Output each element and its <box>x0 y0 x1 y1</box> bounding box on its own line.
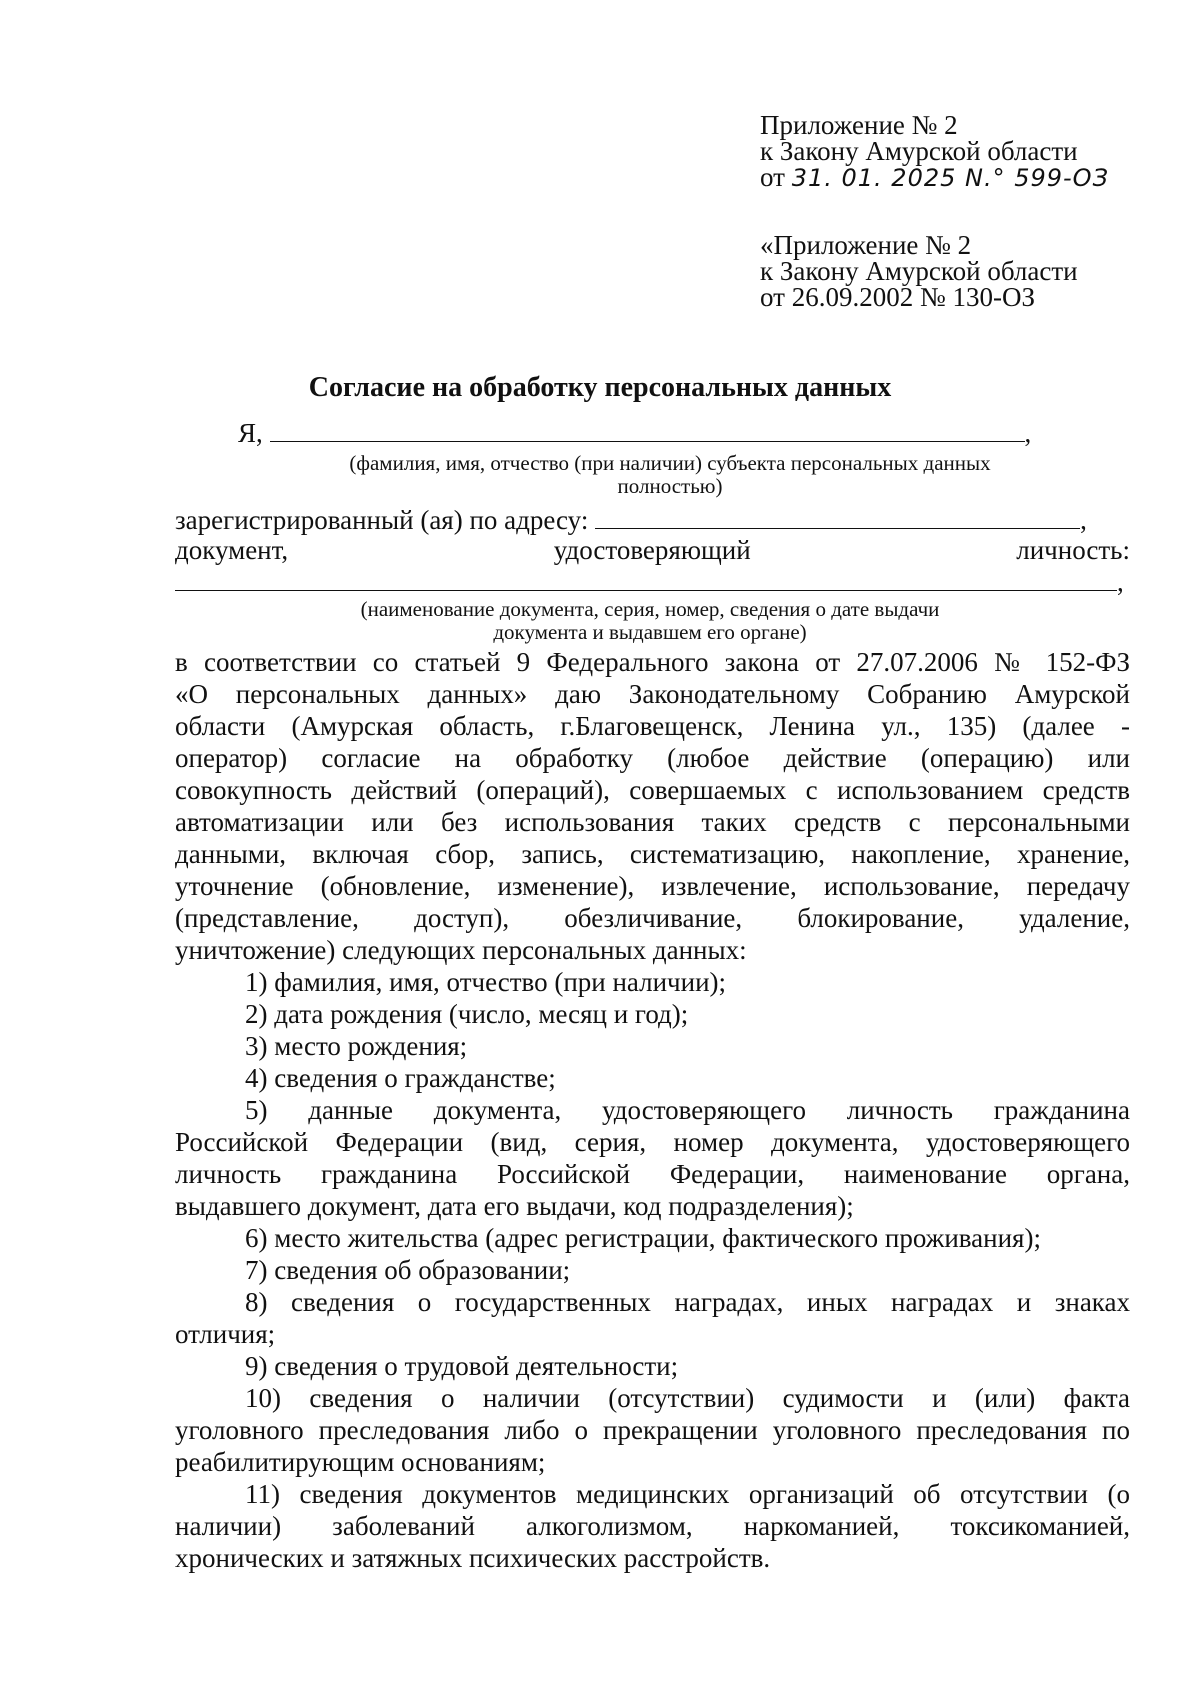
document-blank-line[interactable] <box>175 568 1117 591</box>
list-item-line: Российской Федерации (вид, серия, номер документа, удостоверяющего <box>175 1127 1130 1157</box>
list-item: 1) фамилия, имя, отчество (при наличии); <box>245 967 727 997</box>
list-item-line: выдавшего документ, дата его выдачи, код подразделения); <box>175 1191 854 1221</box>
consent-body <box>175 646 1130 1574</box>
address-comma: , <box>1080 505 1087 535</box>
appendix-old-line-1: «Приложение № 2 <box>760 230 972 260</box>
address-blank-line[interactable] <box>595 502 1080 529</box>
appendix-header-new <box>760 112 1109 191</box>
fio-hint-line-1: (фамилия, имя, отчество (при наличии) субъекта персональных данных <box>349 451 991 475</box>
list-item: 9) сведения о трудовой деятельности; <box>245 1351 679 1381</box>
document-hint <box>300 598 1000 644</box>
paragraph-line: автоматизации или без использования таких средств с персональными <box>175 807 1130 837</box>
fio-row <box>238 415 1118 449</box>
list-item-line: реабилитирующим основаниям; <box>175 1447 546 1477</box>
appendix-new-line-2: к Закону Амурской области <box>760 136 1078 166</box>
list-item: 7) сведения об образовании; <box>245 1255 571 1285</box>
list-item-line: личность гражданина Российской Федерации, наименование органа, <box>175 1159 1130 1189</box>
document-word-2: удостоверяющий <box>553 535 751 565</box>
document-word-3: личность: <box>1016 535 1130 565</box>
document-title: Согласие на обработку персональных данных <box>308 372 892 403</box>
document-word-1: документ, <box>175 535 289 565</box>
appendix-new-line-1: Приложение № 2 <box>760 110 958 140</box>
fio-comma: , <box>1024 418 1032 448</box>
fio-hint-line-2: полностью) <box>617 474 723 498</box>
document-hint-line-2: документа и выдавшем его органе) <box>493 620 807 644</box>
document-blank-row <box>175 567 1130 598</box>
paragraph-line: области (Амурская область, г.Благовещенск, Ленина ул., 135) (далее - <box>175 711 1130 741</box>
list-item-line: отличия; <box>175 1319 276 1349</box>
appendix-new-date-prefix: от <box>760 162 792 192</box>
paragraph-line: уточнение (обновление, изменение), извлечение, использование, передачу <box>175 871 1130 901</box>
list-item-line: 8) сведения о государственных наградах, иных наградах и знаках <box>245 1287 1130 1317</box>
list-item-line: 5) данные документа, удостоверяющего личность гражданина <box>245 1095 1130 1125</box>
address-row <box>175 502 1130 536</box>
list-item: 4) сведения о гражданстве; <box>245 1063 556 1093</box>
list-item-line: уголовного преследования либо о прекращении уголовного преследования по <box>175 1415 1130 1445</box>
paragraph-line: в соответствии со статьей 9 Федерального закона от 27.07.2006 № 152-ФЗ <box>175 647 1130 677</box>
document-comma: , <box>1117 567 1124 597</box>
list-item <box>175 1382 1130 1478</box>
list-item-line: наличии) заболеваний алкоголизмом, наркоманией, токсикоманией, <box>175 1511 1130 1541</box>
handwritten-law-number: 31. 01. 2025 N.° 599-ОЗ <box>791 164 1109 192</box>
paragraph-line: совокупность действий (операций), совершаемых с использованием средств <box>175 775 1130 805</box>
document-row <box>175 535 1130 566</box>
consent-paragraph <box>175 646 1130 966</box>
paragraph-line: уничтожение) следующих персональных данных: <box>175 935 747 965</box>
appendix-new-line-3 <box>760 164 1109 191</box>
paragraph-line: данными, включая сбор, запись, систематизацию, накопление, хранение, <box>175 839 1130 869</box>
appendix-old-line-2: к Закону Амурской области <box>760 256 1078 286</box>
paragraph-line: (представление, доступ), обезличивание, блокирование, удаление, <box>175 903 1130 933</box>
list-item-line: хронических и затяжных психических расстройств. <box>175 1543 771 1573</box>
list-item: 2) дата рождения (число, месяц и год); <box>245 999 689 1029</box>
fio-blank-line[interactable] <box>270 415 1025 442</box>
address-label: зарегистрированный (ая) по адресу: <box>175 505 589 535</box>
paragraph-line: оператор) согласие на обработку (любое действие (операцию) или <box>175 743 1130 773</box>
document-hint-line-1: (наименование документа, серия, номер, сведения о дате выдачи <box>360 597 940 621</box>
list-item: 3) место рождения; <box>245 1031 468 1061</box>
paragraph-line: «О персональных данных» даю Законодательному Собранию Амурской <box>175 679 1130 709</box>
list-item <box>175 1094 1130 1222</box>
list-item-line: 10) сведения о наличии (отсутствии) судимости и (или) факта <box>245 1383 1130 1413</box>
list-item <box>175 1478 1130 1574</box>
list-item-line: 11) сведения документов медицинских организаций об отсутствии (о <box>245 1479 1130 1509</box>
appendix-header-old <box>760 232 1078 310</box>
ya-label: Я, <box>238 418 263 448</box>
list-item <box>175 1286 1130 1350</box>
list-item: 6) место жительства (адрес регистрации, фактического проживания); <box>245 1223 1041 1253</box>
fio-hint <box>270 452 1070 498</box>
appendix-old-line-3: от 26.09.2002 № 130-ОЗ <box>760 282 1035 312</box>
